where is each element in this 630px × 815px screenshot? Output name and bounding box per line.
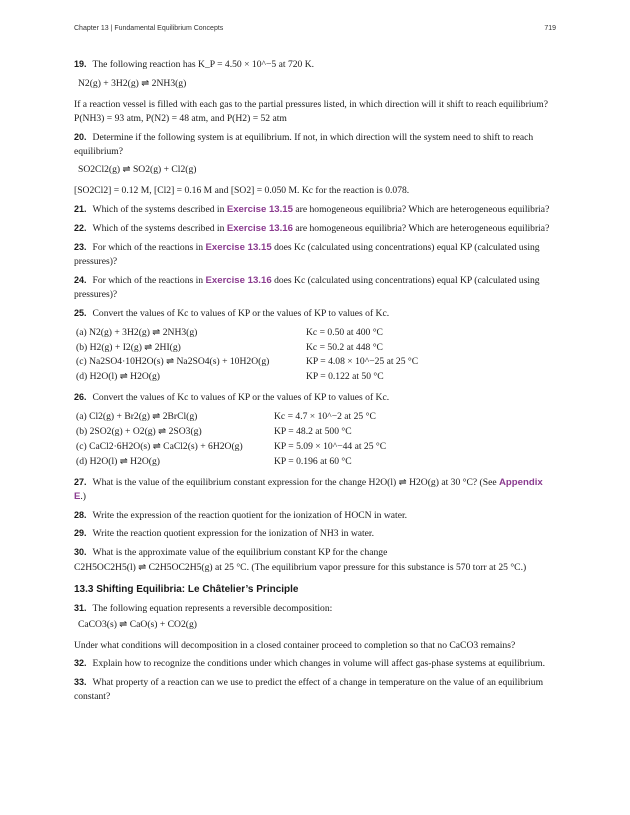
exercise-text: If a reaction vessel is filled with each gas to the partial pressures listed, in which direction will it shift to reach equilibrium? P(NH3) = 93 atm, P(N2) = 48 atm, and P(H2) = 52 atm: [74, 98, 548, 124]
table-row: (a) Cl2(g) + Br2(g) ⇌ 2BrCl(g) Kc = 4.7 × 10^−2 at 25 °C: [76, 411, 376, 423]
exercise-30: 30. What is the approximate value of the equilibrium constant KP for the change C2H5OC2H5(l) ⇌ C2H5OC2H5(g) at 25 °C. (The equilibrium vapor pressure for this substance is 570 torr at 25 °C.): [74, 547, 527, 574]
reaction-equation: C2H5OC2H5(l) ⇌ C2H5OC2H5(g): [74, 562, 213, 574]
exercise-22: 22. Which of the systems described in Exercise 13.16 are homogeneous equilibria? Which are heterogeneous equilibria?: [74, 223, 550, 235]
reaction-equation: N2(g) + 3H2(g) ⇌ 2NH3(g): [78, 77, 187, 89]
exercise-link[interactable]: Exercise 13.16: [205, 274, 272, 286]
exercise-text: Determine if the following system is at equilibrium. If not, in which direction will the system need to shift to reach equilibrium?: [74, 131, 534, 157]
table-row: (d) H2O(l) ⇌ H2O(g) KP = 0.196 at 60 °C: [76, 455, 352, 467]
page-header: [74, 24, 556, 34]
exercise-text: [SO2Cl2] = 0.12 M, [Cl2] = 0.16 M and [SO2] = 0.050 M. Kc for the reaction is 0.078.: [74, 185, 410, 197]
exercise-20: 20. Determine if the following system is at equilibrium. If not, in which direction will the system need to shift to reach equilibrium? SO2Cl2(g) ⇌ SO2(g) + Cl2(g) [SO2Cl2] = 0.12 M, [Cl2] = 0.16 M and [SO2] = 0.050 M. Kc for the reaction is 0.078.: [74, 131, 556, 199]
table-row: (c) Na2SO4·10H2O(s) ⇌ Na2SO4(s) + 10H2O(g) KP = 4.08 × 10^−25 at 25 °C: [76, 356, 419, 368]
reaction-equation: CaCO3(s) ⇌ CaO(s) + CO2(g): [78, 618, 197, 630]
reaction-equation: H2O(l) ⇌ H2O(g): [368, 476, 439, 488]
table-row: (b) 2SO2(g) + O2(g) ⇌ 2SO3(g) KP = 48.2 at 500 °C: [76, 426, 352, 438]
exercise-text: The following reaction has K_P = 4.50 × 10^−5 at 720 K.: [92, 59, 315, 70]
exercise-29: 29. Write the reaction quotient expression for the ionization of NH3 in water.: [74, 528, 374, 540]
exercise-24: 24. For which of the reactions in Exercise 13.16 does Kc (calculated using concentrations) equal KP (calculated using pressures)?: [74, 274, 540, 300]
exercise-link[interactable]: Exercise 13.16: [226, 223, 293, 235]
exercise-31: 31. The following equation represents a reversible decomposition: CaCO3(s) ⇌ CaO(s) + CO2(g) Under what conditions will decomposition in a closed container proceed to completion so that no CaCO3 remains?: [74, 602, 556, 653]
page-number: 719: [544, 25, 556, 32]
exercise-27: 27. What is the value of the equilibrium constant expression for the change H2O(l) ⇌ H2O(g) at 30 °C? (See Appendix E.): [74, 476, 543, 502]
exercise-23: 23. For which of the reactions in Exercise 13.15 does Kc (calculated using concentrations) equal KP (calculated using pressures)?: [74, 242, 540, 267]
exercise-text: Convert the values of Kc to values of KP or the values of KP to values of Kc.: [92, 307, 390, 319]
exercise-32: 32. Explain how to recognize the conditions under which changes in volume will affect gas-phase systems at equilibrium.: [74, 658, 545, 670]
table-row: (b) H2(g) + I2(g) ⇌ 2HI(g) Kc = 50.2 at 448 °C: [76, 341, 383, 353]
exercise-33: 33. What property of a reaction can we use to predict the effect of a change in temperature on the value of an equilibrium constant?: [74, 677, 544, 703]
exercise-21: 21. Which of the systems described in Exercise 13.15 are homogeneous equilibria? Which are heterogeneous equilibria?: [74, 204, 550, 216]
exercise-26: 26. Convert the values of Kc to values of KP or the values of KP to values of Kc. (a) Cl2(g) + Br2(g) ⇌ 2BrCl(g) Kc = 4.7 × 10^−2 at 25 °C (b) 2SO2(g) + O2(g) ⇌ 2SO3(g) KP = 48.2 at 500 °C (c) CaCl2·6H2O(s) ⇌ CaCl2(s) + 6H2O(g) KP = 5.09 × 10^−44 at 25 °C (d) H2O(l) ⇌ H2O(g) KP = 0.196 at 60 °C: [74, 391, 556, 470]
section-heading: 13.3 Shifting Equilibria: Le Châtelier’s Principle: [74, 584, 299, 596]
exercise-28: 28. Write the expression of the reaction quotient for the ionization of HOCN in water.: [74, 509, 408, 521]
reaction-equation: SO2Cl2(g) ⇌ SO2(g) + Cl2(g): [78, 164, 197, 176]
exercise-link[interactable]: Exercise 13.15: [205, 242, 272, 254]
table-row: (d) H2O(l) ⇌ H2O(g) KP = 0.122 at 50 °C: [76, 371, 384, 383]
table-row: (a) N2(g) + 3H2(g) ⇌ 2NH3(g) Kc = 0.50 at 400 °C: [76, 326, 383, 338]
exercise-link[interactable]: Exercise 13.15: [226, 204, 293, 216]
exercise-25: 25. Convert the values of Kc to values of KP or the values of KP to values of Kc. (a) N2(g) + 3H2(g) ⇌ 2NH3(g) Kc = 0.50 at 400 °C (b) H2(g) + I2(g) ⇌ 2HI(g) Kc = 50.2 at 448 °C (c) Na2SO4·10H2O(s) ⇌ Na2SO4(s) + 10H2O(g) KP = 4.08 × 10^−25 at 25 °C (d) H2O(l) ⇌ H2O(g) KP = 0.122 at 50 °C: [74, 307, 556, 386]
exercise-text: Convert the values of Kc to values of KP or the values of KP to values of Kc.: [92, 392, 390, 404]
equilibrium-table: [76, 326, 418, 386]
table-row: (c) CaCl2·6H2O(s) ⇌ CaCl2(s) + 6H2O(g) KP = 5.09 × 10^−44 at 25 °C: [76, 440, 387, 452]
chapter-title: Chapter 13 | Fundamental Equilibrium Concepts: [74, 25, 224, 32]
appendix-link[interactable]: Appendix E: [74, 476, 543, 502]
equilibrium-table: [76, 410, 386, 470]
exercise-list: [74, 58, 556, 709]
exercise-19: 19. The following reaction has K_P = 4.50 × 10^−5 at 720 K. N2(g) + 3H2(g) ⇌ 2NH3(g) If a reaction vessel is filled with each gas to the partial pressures listed, in which direction will it shift to reach equilibrium? P(NH3) = 93 atm, P(N2) = 48 atm, and P(H2) = 52 atm: [74, 58, 556, 126]
